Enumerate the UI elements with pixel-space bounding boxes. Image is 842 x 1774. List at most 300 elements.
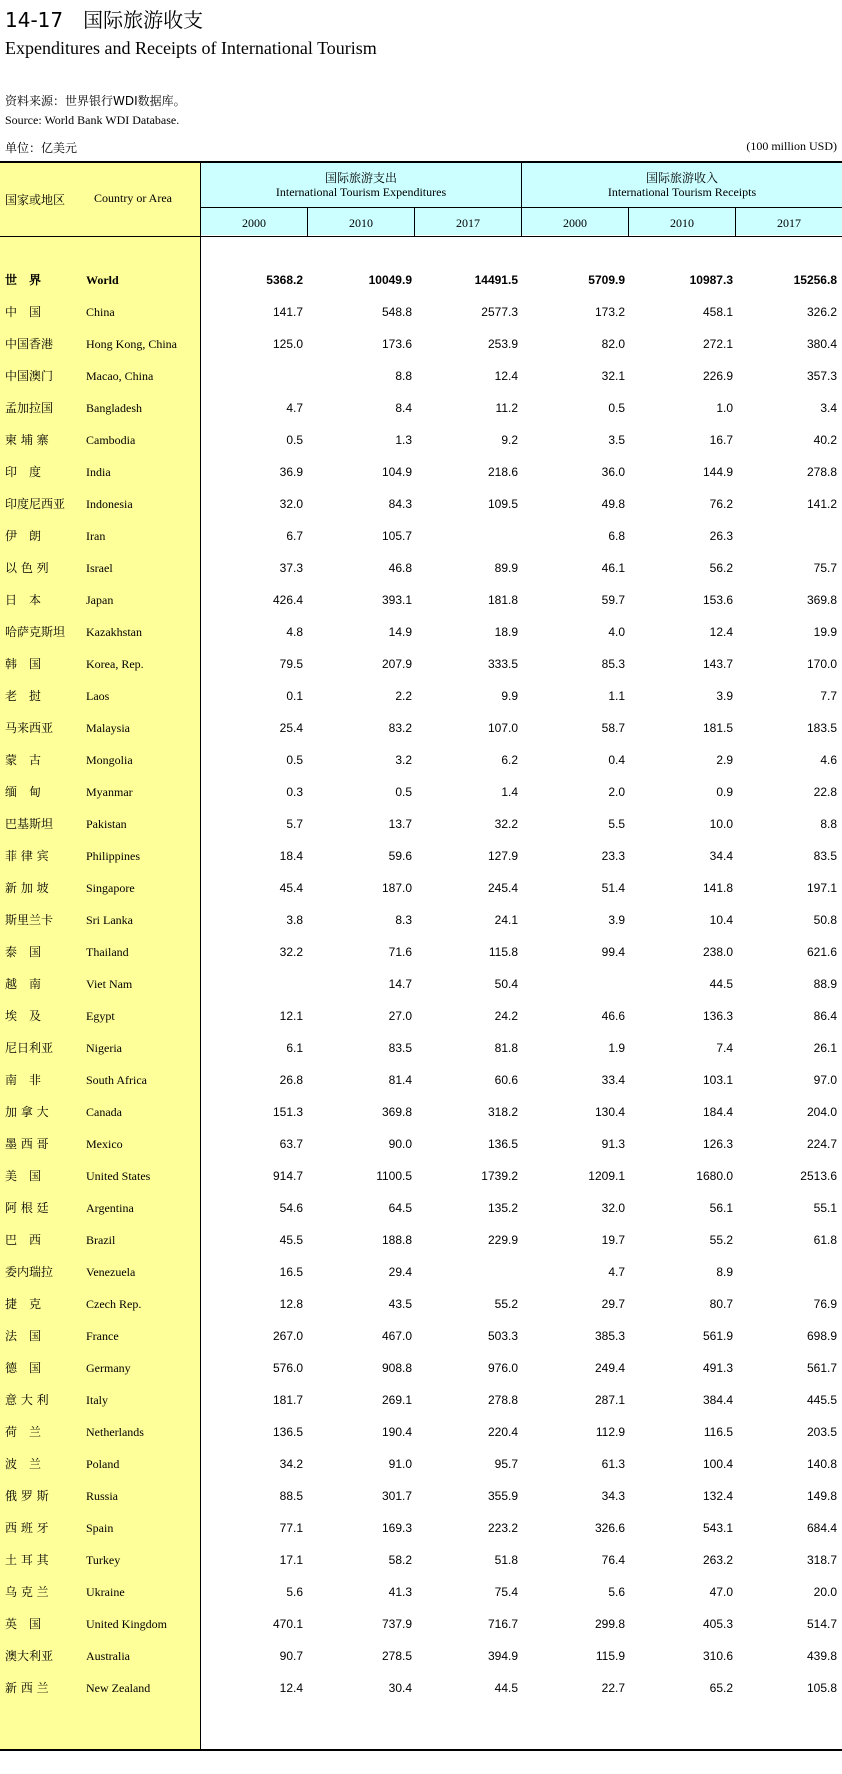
row-country-cn: 乌 克 兰	[5, 1585, 49, 1599]
row-value: 16.7	[709, 433, 733, 447]
row-country-cn: 捷 克	[5, 1297, 42, 1311]
row-value: 151.3	[272, 1105, 303, 1119]
table-row	[0, 1007, 842, 1039]
row-value: 56.1	[709, 1201, 733, 1215]
table-row	[0, 1327, 842, 1359]
row-value: 64.5	[388, 1201, 412, 1215]
row-value: 12.8	[279, 1297, 303, 1311]
row-country-cn: 墨 西 哥	[5, 1137, 49, 1151]
row-value: 2577.3	[481, 305, 518, 319]
table-row	[0, 367, 842, 399]
row-value: 173.6	[381, 337, 412, 351]
row-country-cn: 法 国	[5, 1329, 42, 1343]
row-country-cn: 美 国	[5, 1169, 42, 1183]
row-country-cn: 世 界	[5, 273, 42, 287]
row-value: 698.9	[806, 1329, 837, 1343]
row-value: 4.6	[820, 753, 837, 767]
row-value: 32.0	[279, 497, 303, 511]
row-country-en: Kazakhstan	[86, 625, 142, 639]
row-value: 22.8	[813, 785, 837, 799]
row-value: 278.5	[381, 1649, 412, 1663]
row-value: 144.9	[702, 465, 733, 479]
row-country-en: South Africa	[86, 1073, 147, 1087]
row-value: 6.2	[501, 753, 518, 767]
row-value: 36.0	[601, 465, 625, 479]
row-value: 14.7	[388, 977, 412, 991]
row-country-en: Myanmar	[86, 785, 133, 799]
row-value: 126.3	[702, 1137, 733, 1151]
row-country-cn: 新 加 坡	[5, 881, 49, 895]
row-value: 32.0	[601, 1201, 625, 1215]
row-value: 22.7	[601, 1681, 625, 1695]
row-value: 100.4	[702, 1457, 733, 1471]
row-value: 1.3	[395, 433, 412, 447]
row-value: 220.4	[487, 1425, 518, 1439]
row-value: 1.1	[608, 689, 625, 703]
row-value: 0.5	[286, 433, 303, 447]
row-value: 3.5	[608, 433, 625, 447]
row-value: 188.8	[381, 1233, 412, 1247]
table-row	[0, 335, 842, 367]
row-value: 50.4	[494, 977, 518, 991]
row-country-en: France	[86, 1329, 119, 1343]
row-value: 1739.2	[481, 1169, 518, 1183]
group-header-receipts-cn: 国际旅游收入	[645, 171, 718, 185]
table-row	[0, 591, 842, 623]
table-row	[0, 1103, 842, 1135]
row-value: 17.1	[279, 1553, 303, 1567]
row-value: 85.3	[601, 657, 625, 671]
row-value: 88.9	[813, 977, 837, 991]
row-value: 226.9	[702, 369, 733, 383]
row-country-en: Czech Rep.	[86, 1297, 142, 1311]
row-value: 47.0	[709, 1585, 733, 1599]
row-value: 46.6	[601, 1009, 625, 1023]
row-country-cn: 英 国	[5, 1617, 42, 1631]
row-value: 491.3	[702, 1361, 733, 1375]
row-value: 173.2	[594, 305, 625, 319]
row-country-en: Russia	[86, 1489, 119, 1503]
row-value: 34.4	[709, 849, 733, 863]
row-value: 355.9	[487, 1489, 518, 1503]
row-value: 2513.6	[800, 1169, 837, 1183]
row-value: 263.2	[702, 1553, 733, 1567]
row-value: 99.4	[601, 945, 625, 959]
row-value: 7.4	[716, 1041, 733, 1055]
row-value: 91.3	[601, 1137, 625, 1151]
row-value: 58.2	[388, 1553, 412, 1567]
row-country-en: World	[86, 273, 119, 287]
row-value: 426.4	[272, 593, 303, 607]
table-bottom-rule	[0, 1749, 842, 1751]
table-row	[0, 463, 842, 495]
row-country-en: Canada	[86, 1105, 122, 1119]
table-row	[0, 1519, 842, 1551]
row-country-en: Turkey	[86, 1553, 121, 1567]
row-value: 299.8	[594, 1617, 625, 1631]
row-country-cn: 巴 西	[5, 1233, 42, 1247]
row-country-cn: 委内瑞拉	[5, 1265, 54, 1279]
row-value: 44.5	[709, 977, 733, 991]
row-value: 81.4	[388, 1073, 412, 1087]
row-value: 79.5	[279, 657, 303, 671]
row-value: 59.7	[601, 593, 625, 607]
row-country-cn: 中国香港	[5, 337, 54, 351]
row-value: 187.0	[381, 881, 412, 895]
table-body	[0, 271, 842, 1711]
row-value: 58.7	[601, 721, 625, 735]
row-country-cn: 阿 根 廷	[5, 1201, 49, 1215]
row-value: 503.3	[487, 1329, 518, 1343]
row-country-en: Singapore	[86, 881, 135, 895]
row-value: 357.3	[806, 369, 837, 383]
row-value: 75.4	[494, 1585, 518, 1599]
unit-label-en: (100 million USD)	[746, 139, 837, 153]
row-value: 405.3	[702, 1617, 733, 1631]
row-country-cn: 巴基斯坦	[5, 817, 54, 831]
row-value: 0.5	[286, 753, 303, 767]
row-value: 149.8	[806, 1489, 837, 1503]
row-country-en: Viet Nam	[86, 977, 133, 991]
row-value: 4.7	[286, 401, 303, 415]
row-value: 11.2	[495, 401, 518, 415]
table-row	[0, 815, 842, 847]
row-country-cn: 柬 埔 寨	[5, 433, 49, 447]
row-value: 5.6	[286, 1585, 303, 1599]
row-country-cn: 蒙 古	[5, 753, 42, 767]
group-header-receipts-en: International Tourism Receipts	[607, 185, 757, 199]
table-row	[0, 1039, 842, 1071]
row-value: 310.6	[702, 1649, 733, 1663]
row-value: 25.4	[279, 721, 303, 735]
row-value: 141.8	[702, 881, 733, 895]
row-value: 136.5	[487, 1137, 518, 1151]
year-header: 2017	[777, 216, 801, 230]
table-row	[0, 1455, 842, 1487]
row-value: 71.6	[388, 945, 412, 959]
row-country-cn: 荷 兰	[5, 1425, 42, 1439]
row-value: 15256.8	[793, 273, 837, 287]
table-row	[0, 271, 842, 303]
row-value: 116.5	[703, 1425, 733, 1439]
table-row	[0, 495, 842, 527]
table-row	[0, 399, 842, 431]
row-value: 2.2	[395, 689, 412, 703]
row-country-en: Australia	[86, 1649, 130, 1663]
row-value: 46.8	[388, 561, 412, 575]
table-row	[0, 783, 842, 815]
row-value: 272.1	[702, 337, 733, 351]
row-value: 439.8	[806, 1649, 837, 1663]
row-value: 12.4	[709, 625, 733, 639]
row-value: 393.1	[381, 593, 412, 607]
row-value: 684.4	[806, 1521, 837, 1535]
row-country-cn: 埃 及	[5, 1009, 42, 1023]
row-country-en: Mongolia	[86, 753, 133, 767]
row-value: 37.3	[279, 561, 303, 575]
row-value: 4.8	[286, 625, 303, 639]
row-value: 65.2	[709, 1681, 733, 1695]
row-value: 203.5	[806, 1425, 837, 1439]
row-value: 0.9	[716, 785, 733, 799]
table-row	[0, 623, 842, 655]
row-value: 103.1	[702, 1073, 733, 1087]
row-value: 125.0	[272, 337, 303, 351]
row-value: 75.7	[813, 561, 837, 575]
row-country-en: Japan	[86, 593, 114, 607]
row-country-cn: 越 南	[5, 977, 42, 991]
row-value: 4.0	[608, 625, 625, 639]
col-header-country-cn: 国家或地区	[5, 193, 66, 207]
row-country-en: Brazil	[86, 1233, 116, 1247]
row-value: 183.5	[806, 721, 837, 735]
row-value: 223.2	[487, 1521, 518, 1535]
row-country-en: Hong Kong, China	[86, 337, 177, 351]
row-value: 5368.2	[266, 273, 303, 287]
row-value: 104.9	[381, 465, 412, 479]
year-header: 2017	[456, 216, 480, 230]
row-value: 548.8	[381, 305, 412, 319]
table-row	[0, 1551, 842, 1583]
row-value: 0.3	[286, 785, 303, 799]
row-value: 514.7	[806, 1617, 837, 1631]
year-header: 2000	[563, 216, 587, 230]
row-value: 8.9	[716, 1265, 733, 1279]
group-header-expenditures-cn: 国际旅游支出	[324, 171, 397, 185]
row-country-en: Nigeria	[86, 1041, 122, 1055]
row-value: 385.3	[594, 1329, 625, 1343]
row-country-cn: 加 拿 大	[5, 1105, 49, 1119]
row-value: 3.2	[395, 753, 412, 767]
row-value: 169.3	[381, 1521, 412, 1535]
row-value: 6.7	[286, 529, 303, 543]
row-value: 278.8	[806, 465, 837, 479]
row-value: 16.5	[279, 1265, 303, 1279]
row-value: 115.9	[595, 1649, 625, 1663]
row-value: 90.7	[279, 1649, 303, 1663]
table-row	[0, 559, 842, 591]
table-row	[0, 303, 842, 335]
row-value: 543.1	[702, 1521, 733, 1535]
row-country-cn: 斯里兰卡	[5, 913, 54, 927]
row-value: 445.5	[806, 1393, 837, 1407]
row-country-en: Italy	[86, 1393, 108, 1407]
row-value: 83.5	[388, 1041, 412, 1055]
row-value: 45.4	[279, 881, 303, 895]
row-value: 14491.5	[474, 273, 518, 287]
row-value: 8.8	[820, 817, 837, 831]
row-country-en: Thailand	[86, 945, 129, 959]
table-top-rule	[0, 161, 842, 163]
row-value: 561.9	[702, 1329, 733, 1343]
row-value: 184.4	[702, 1105, 733, 1119]
row-value: 18.9	[494, 625, 518, 639]
row-value: 380.4	[806, 337, 837, 351]
table-row	[0, 719, 842, 751]
row-value: 30.4	[388, 1681, 412, 1695]
row-value: 136.3	[702, 1009, 733, 1023]
row-value: 141.7	[272, 305, 303, 319]
row-value: 49.8	[601, 497, 625, 511]
row-country-en: Egypt	[86, 1009, 115, 1023]
row-value: 253.9	[487, 337, 518, 351]
row-country-cn: 土 耳 其	[5, 1553, 49, 1567]
row-value: 6.8	[608, 529, 625, 543]
row-value: 34.2	[279, 1457, 303, 1471]
row-value: 83.2	[388, 721, 412, 735]
row-value: 107.0	[487, 721, 518, 735]
table-row	[0, 1615, 842, 1647]
row-country-en: Macao, China	[86, 369, 154, 383]
row-country-cn: 中国澳门	[5, 369, 54, 383]
row-value: 19.9	[813, 625, 837, 639]
row-value: 8.3	[395, 913, 412, 927]
table-row	[0, 1231, 842, 1263]
row-value: 197.1	[806, 881, 837, 895]
row-value: 132.4	[702, 1489, 733, 1503]
row-value: 115.8	[488, 945, 518, 959]
table-row	[0, 943, 842, 975]
row-value: 0.5	[395, 785, 412, 799]
row-country-en: Laos	[86, 689, 110, 703]
row-value: 51.4	[601, 881, 625, 895]
row-value: 369.8	[806, 593, 837, 607]
row-value: 80.7	[709, 1297, 733, 1311]
table-row	[0, 975, 842, 1007]
row-value: 32.2	[494, 817, 518, 831]
source-note-en: Source: World Bank WDI Database.	[5, 113, 180, 127]
row-value: 181.7	[272, 1393, 303, 1407]
row-country-cn: 南 非	[5, 1073, 42, 1087]
row-value: 5.6	[608, 1585, 625, 1599]
row-value: 561.7	[806, 1361, 837, 1375]
row-value: 27.0	[388, 1009, 412, 1023]
row-value: 1.9	[608, 1041, 625, 1055]
header-bottom-rule	[0, 236, 842, 237]
table-row	[0, 1679, 842, 1711]
row-value: 26.1	[813, 1041, 837, 1055]
row-value: 76.4	[601, 1553, 625, 1567]
row-country-cn: 尼日利亚	[5, 1041, 54, 1055]
row-country-en: Israel	[86, 561, 113, 575]
row-value: 384.4	[702, 1393, 733, 1407]
row-value: 458.1	[702, 305, 733, 319]
row-value: 14.9	[388, 625, 412, 639]
row-value: 36.9	[279, 465, 303, 479]
row-value: 181.5	[702, 721, 733, 735]
table-row	[0, 527, 842, 559]
row-value: 1100.5	[376, 1169, 412, 1183]
row-value: 83.5	[813, 849, 837, 863]
row-value: 143.7	[702, 657, 733, 671]
row-country-en: Germany	[86, 1361, 131, 1375]
row-value: 29.4	[388, 1265, 412, 1279]
source-note-cn: 资料来源：世界银行WDI数据库。	[5, 94, 186, 108]
row-value: 8.4	[395, 401, 412, 415]
table-row	[0, 687, 842, 719]
row-value: 50.8	[813, 913, 837, 927]
row-value: 26.3	[709, 529, 733, 543]
row-value: 394.9	[487, 1649, 518, 1663]
row-value: 51.8	[494, 1553, 518, 1567]
table-row	[0, 1423, 842, 1455]
table-row	[0, 1583, 842, 1615]
row-country-cn: 波 兰	[5, 1457, 42, 1471]
row-country-cn: 印度尼西亚	[5, 497, 66, 511]
row-value: 109.5	[487, 497, 518, 511]
table-row	[0, 431, 842, 463]
row-value: 301.7	[381, 1489, 412, 1503]
table-row	[0, 655, 842, 687]
row-value: 84.3	[388, 497, 412, 511]
row-country-en: Venezuela	[86, 1265, 136, 1279]
row-value: 45.5	[279, 1233, 303, 1247]
table-row	[0, 1391, 842, 1423]
row-country-cn: 伊 朗	[5, 529, 42, 543]
year-header: 2010	[670, 216, 694, 230]
row-value: 333.5	[487, 657, 518, 671]
row-value: 61.8	[813, 1233, 837, 1247]
row-value: 10.4	[709, 913, 733, 927]
row-value: 56.2	[709, 561, 733, 575]
row-country-cn: 意 大 利	[5, 1393, 49, 1407]
row-value: 23.3	[601, 849, 625, 863]
row-value: 54.6	[279, 1201, 303, 1215]
row-country-en: Argentina	[86, 1201, 134, 1215]
table-row	[0, 879, 842, 911]
table-row	[0, 1167, 842, 1199]
row-country-cn: 泰 国	[5, 945, 42, 959]
row-value: 97.0	[813, 1073, 837, 1087]
row-country-cn: 德 国	[5, 1361, 42, 1375]
row-value: 5.5	[608, 817, 625, 831]
row-value: 1.0	[716, 401, 733, 415]
row-value: 24.2	[494, 1009, 518, 1023]
row-value: 55.2	[494, 1297, 518, 1311]
table-row	[0, 1071, 842, 1103]
row-country-en: Iran	[86, 529, 106, 543]
row-value: 12.4	[279, 1681, 303, 1695]
row-value: 112.9	[595, 1425, 625, 1439]
row-value: 153.6	[702, 593, 733, 607]
row-value: 9.2	[501, 433, 518, 447]
row-value: 41.3	[388, 1585, 412, 1599]
row-value: 89.9	[494, 561, 518, 575]
row-value: 77.1	[279, 1521, 303, 1535]
row-country-cn: 孟加拉国	[5, 401, 54, 415]
row-value: 18.4	[279, 849, 303, 863]
row-value: 33.4	[601, 1073, 625, 1087]
table-row	[0, 911, 842, 943]
row-value: 278.8	[487, 1393, 518, 1407]
row-value: 326.6	[594, 1521, 625, 1535]
row-value: 105.7	[381, 529, 412, 543]
row-value: 318.7	[806, 1553, 837, 1567]
row-country-en: Indonesia	[86, 497, 133, 511]
row-value: 976.0	[487, 1361, 518, 1375]
row-country-cn: 新 西 兰	[5, 1681, 49, 1695]
year-header: 2010	[349, 216, 373, 230]
row-value: 95.7	[494, 1457, 518, 1471]
row-value: 90.0	[388, 1137, 412, 1151]
row-value: 3.8	[286, 913, 303, 927]
row-value: 141.2	[806, 497, 837, 511]
unit-label-cn: 单位：亿美元	[5, 141, 78, 155]
row-value: 10.0	[709, 817, 733, 831]
row-value: 29.7	[601, 1297, 625, 1311]
page-title-cn: 14-17 国际旅游收支	[5, 8, 204, 32]
table-row	[0, 1263, 842, 1295]
